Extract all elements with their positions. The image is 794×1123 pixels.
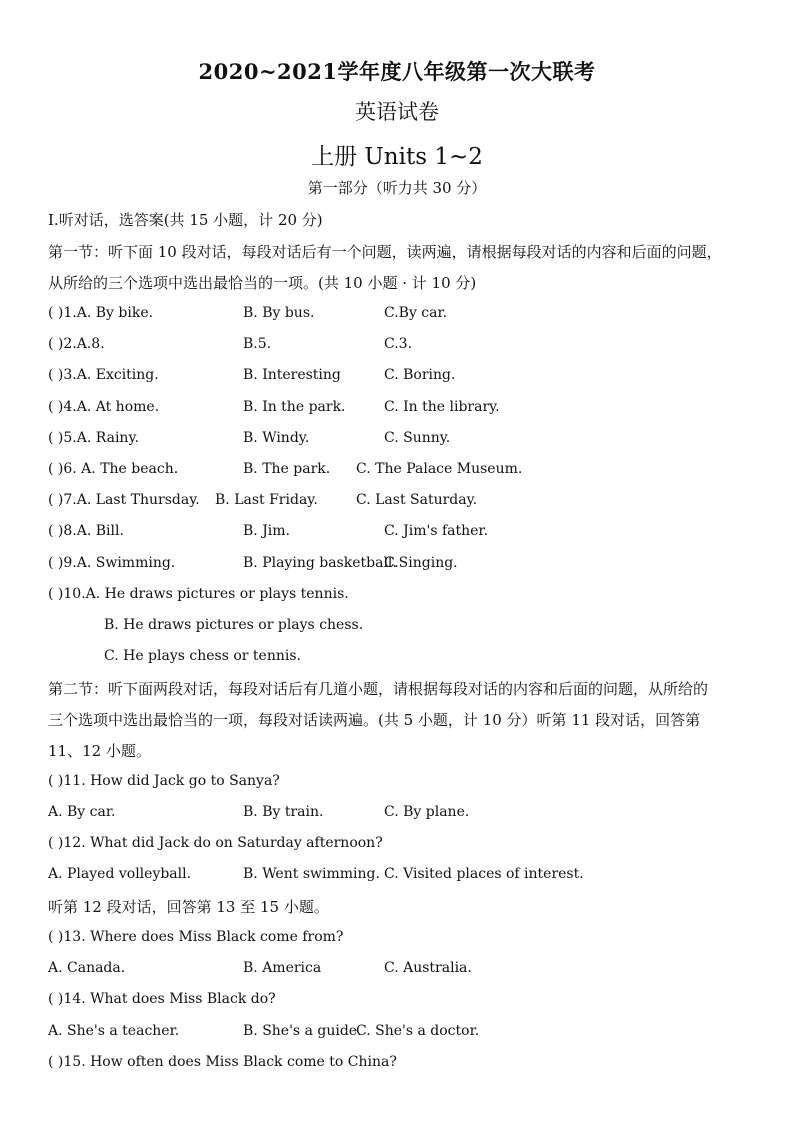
option-b: B. Last Friday. (215, 492, 318, 508)
exam-subtitle: 英语试卷 (355, 100, 439, 124)
option-b: B. Interesting (243, 367, 341, 383)
option-c: C. He plays chess or tennis. (104, 648, 301, 664)
option-b: B. In the park. (243, 399, 346, 415)
option-c: C.Singing. (384, 555, 458, 571)
question-stem: ( )5.A. Rainy. (48, 430, 139, 446)
option-b: B. By bus. (243, 305, 315, 321)
option-b: B. She's a guide. (243, 1023, 362, 1039)
question-stem: ( )10.A. He draws pictures or plays tennis. (48, 586, 349, 602)
instruction-line: 三个选项中选出最恰当的一项，每段对话读两遍。(共 5 小题，计 10 分）听第 11 段对话，回答第 (48, 711, 701, 729)
instruction-line: 第二节：听下面两段对话，每段对话后有几道小题，请根据每段对话的内容和后面的问题，从所给的 (48, 680, 709, 698)
question-stem: ( )2.A.8. (48, 336, 105, 352)
exam-title: 2020~2021学年度八年级第一次大联考 (198, 59, 596, 84)
option-c: C. Sunny. (384, 430, 451, 446)
instruction-line: 第一节：听下面 10 段对话，每段对话后有一个问题，读两遍，请根据每段对话的内容和后面的问题， (48, 243, 722, 261)
instruction-line: 从所给的三个选项中选出最恰当的一项。(共 10 小题 · 计 10 分) (48, 274, 477, 292)
part-heading: 第一部分（听力共 30 分） (307, 179, 487, 197)
option-c: C. By plane. (384, 804, 470, 820)
instruction-line: 听第 12 段对话，回答第 13 至 15 小题。 (48, 898, 329, 916)
option-a: A. Canada. (48, 960, 126, 976)
option-c: C. Australia. (384, 960, 472, 976)
question-stem: ( )4.A. At home. (48, 399, 160, 415)
question-stem: ( )3.A. Exciting. (48, 367, 159, 383)
option-a: A. By car. (48, 804, 116, 820)
exam-units: 上册 Units 1~2 (311, 144, 483, 170)
option-b: B. Went swimming. (243, 866, 380, 882)
option-c: C. Boring. (384, 367, 456, 383)
question-stem: ( )7.A. Last Thursday. (48, 492, 200, 508)
section-heading: I.听对话，选答案(共 15 小题，计 20 分) (48, 211, 323, 229)
question-stem: ( )12. What did Jack do on Saturday afternoon? (48, 835, 383, 851)
option-b: B. America (243, 960, 322, 976)
option-b: B. He draws pictures or plays chess. (104, 617, 364, 633)
option-a: A. Played volleyball. (48, 866, 192, 882)
option-c: C. The Palace Museum. (356, 461, 523, 477)
instruction-line: 11、12 小题。 (48, 742, 151, 760)
option-b: B. Jim. (243, 523, 291, 539)
option-b: B. By train. (243, 804, 324, 820)
option-b: B. Playing basketball. (243, 555, 397, 571)
question-stem: ( )9.A. Swimming. (48, 555, 176, 571)
option-c: C. Visited places of interest. (384, 866, 584, 882)
question-stem: ( )15. How often does Miss Black come to China? (48, 1054, 397, 1070)
option-c: C. In the library. (384, 399, 500, 415)
question-stem: ( )6. A. The beach. (48, 461, 179, 477)
question-stem: ( )8.A. Bill. (48, 523, 124, 539)
option-b: B. Windy. (243, 430, 310, 446)
option-c: C. She's a doctor. (356, 1023, 480, 1039)
question-stem: ( )14. What does Miss Black do? (48, 991, 276, 1007)
option-c: C.By car. (384, 305, 448, 321)
question-stem: ( )11. How did Jack go to Sanya? (48, 773, 280, 789)
question-stem: ( )1.A. By bike. (48, 305, 154, 321)
question-stem: ( )13. Where does Miss Black come from? (48, 929, 344, 945)
option-c: C.3. (384, 336, 413, 352)
option-a: A. She's a teacher. (48, 1023, 180, 1039)
option-c: C. Jim's father. (384, 523, 489, 539)
option-c: C. Last Saturday. (356, 492, 478, 508)
option-b: B.5. (243, 336, 272, 352)
option-b: B. The park. (243, 461, 331, 477)
